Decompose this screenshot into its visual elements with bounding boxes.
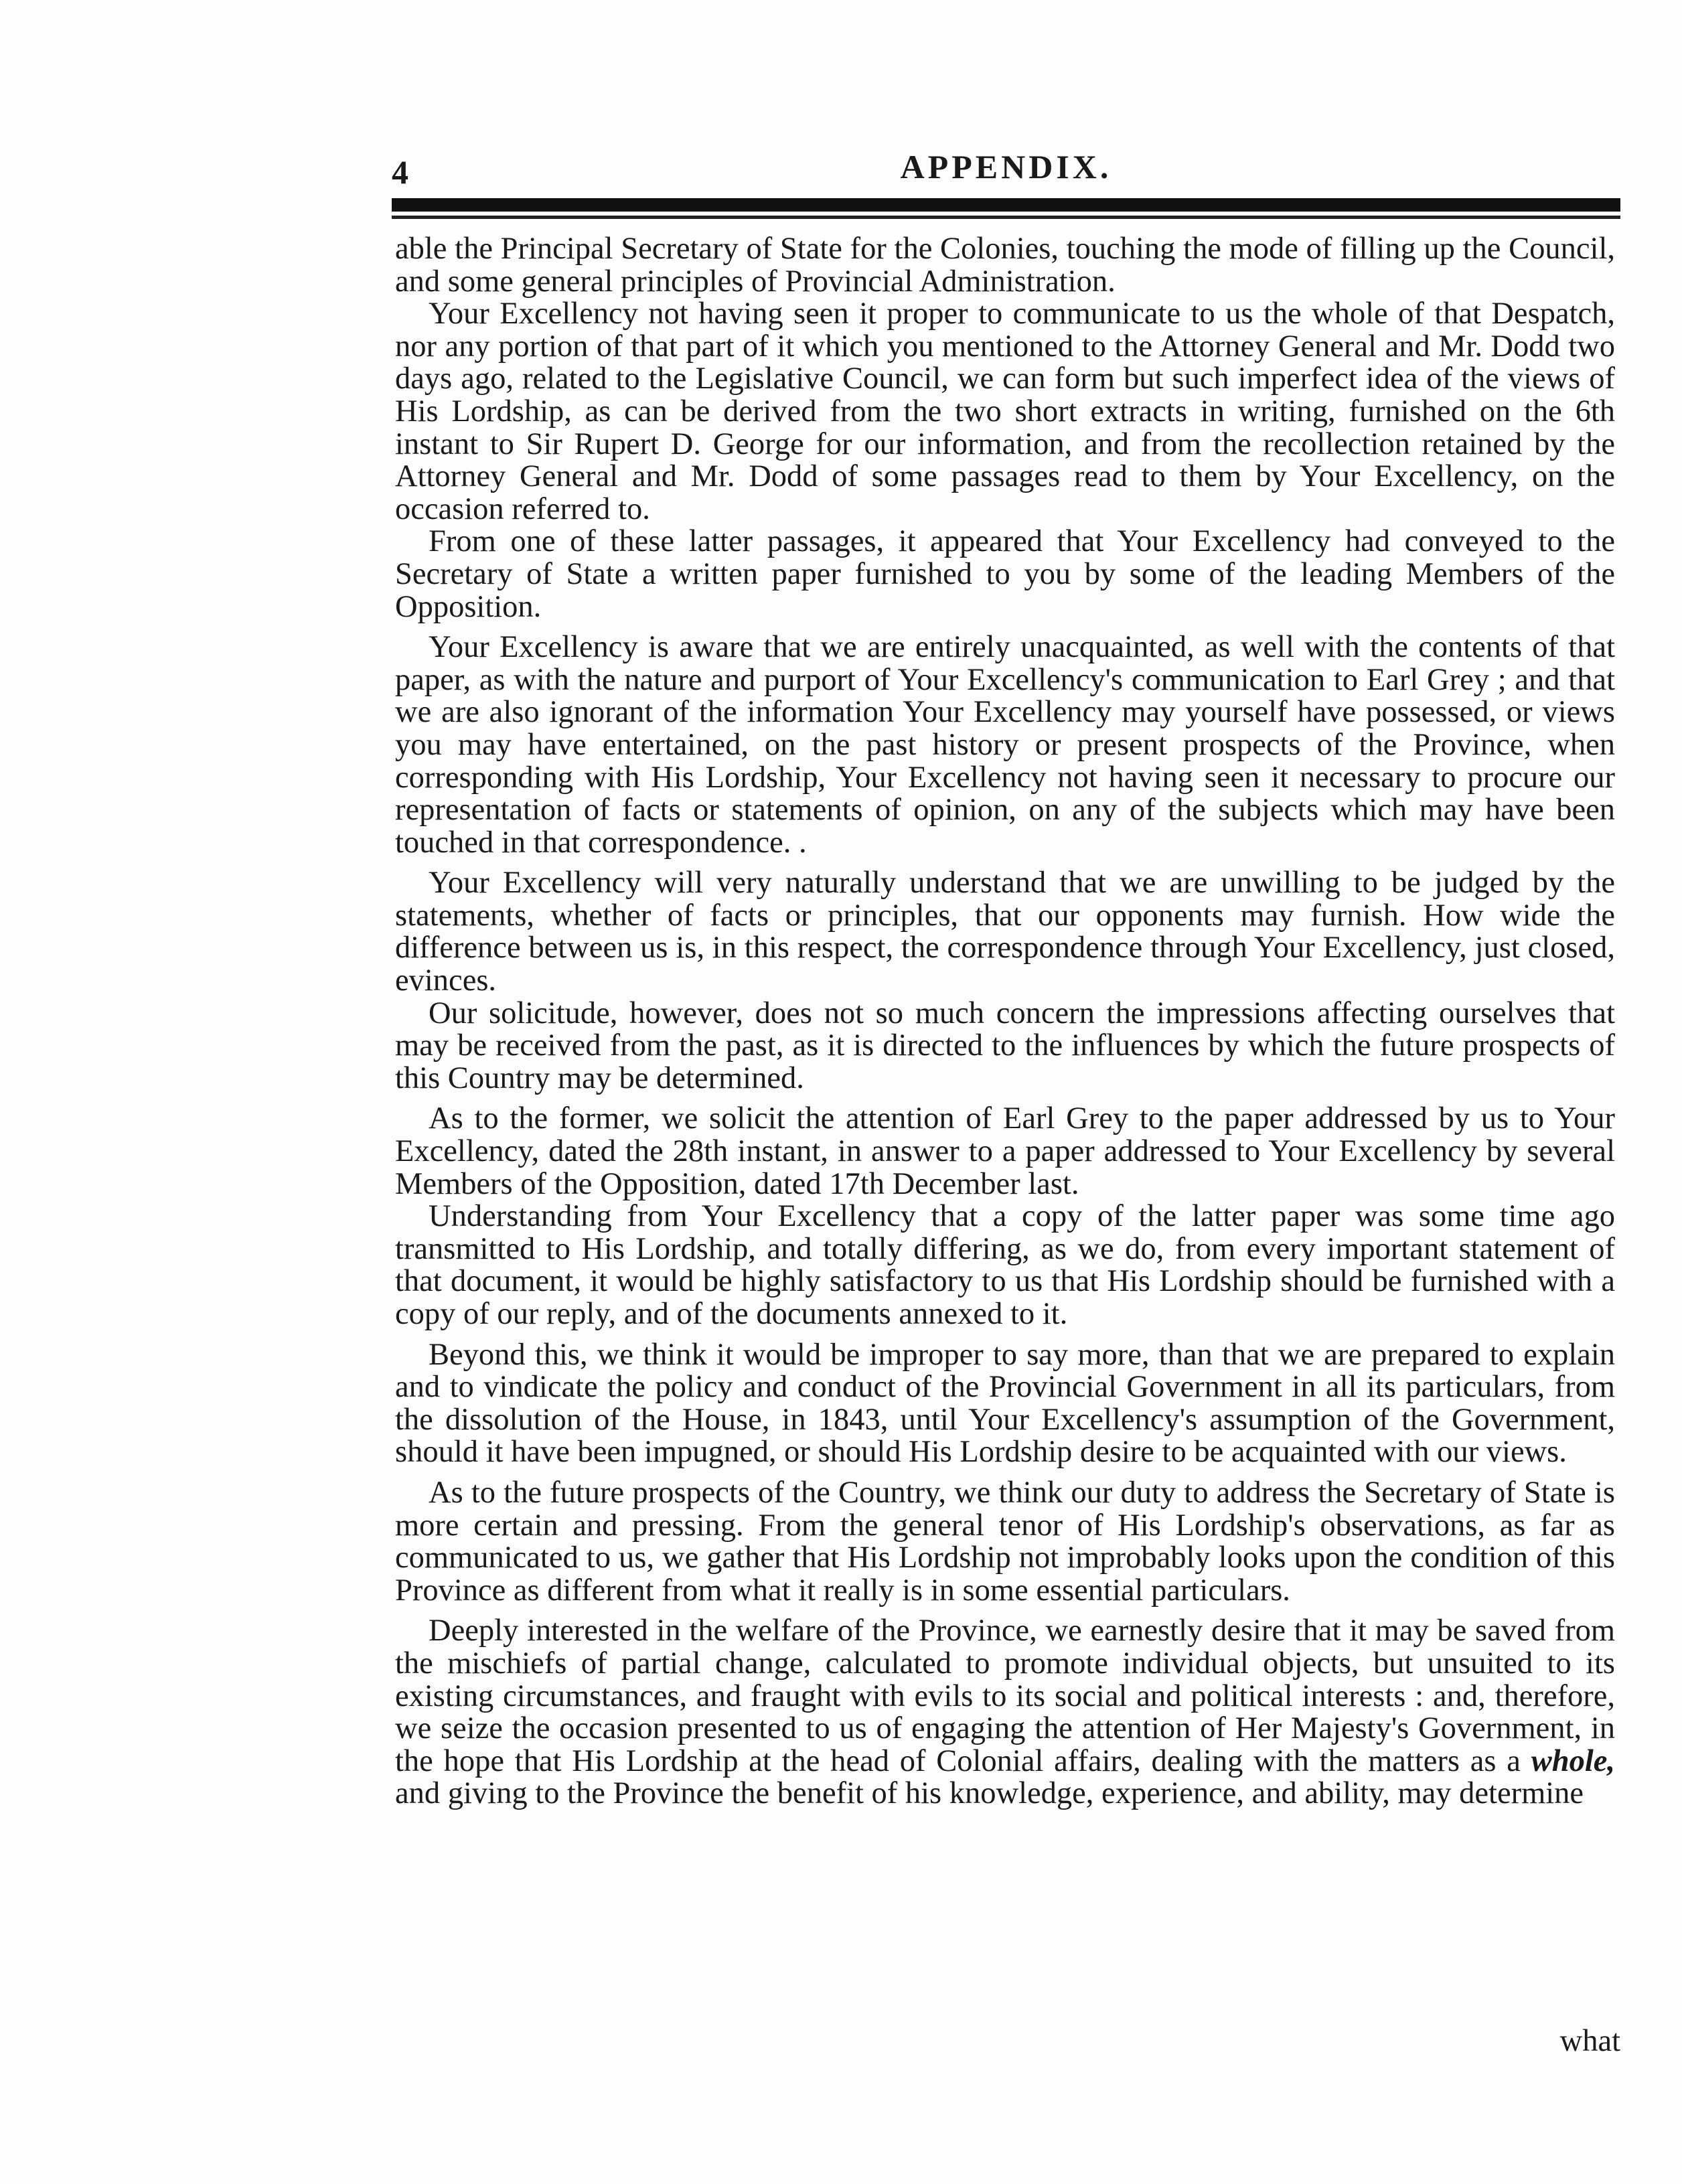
paragraph: Our solicitude, however, does not so much concern the impressions affecting ourselves that may be received from the past, as it is directed to the influences by which the future prospects of this Country may be determined. bbox=[395, 996, 1615, 1095]
paragraph-last bbox=[395, 1615, 1615, 1810]
paragraph: Understanding from Your Excellency that a copy of the latter paper was some time ago transmitted to His Lordship, and totally differing, as we do, from every important statement of that document, it would be highly satisfactory to us that His Lordship should be furnished with a copy of our reply, and of the documents annexed to it. bbox=[395, 1199, 1615, 1331]
paragraph-text: Deeply interested in the welfare of the Province, we earnestly desire that it may be saved from the mischiefs of partial change, calculated to promote individual objects, but unsuited to its existing circumstances, and fraught with evils to its social and political interests : and, therefore, we seize the occasion presented to us of engaging the attention of Her Majesty's Government, in the hope that His Lordship at the head of Colonial affairs, dealing with the matters as a bbox=[395, 1614, 1615, 1778]
body-text bbox=[395, 233, 1615, 1810]
running-head: APPENDIX. bbox=[900, 148, 1112, 185]
paragraph: Beyond this, we think it would be improper to say more, than that we are prepared to explain and to vindicate the policy and conduct of the Provincial Government in all its particulars, from the dissolution of the House, in 1843, until Your Excellency's assumption of the Government, should it have been impugned, or should His Lordship desire to be acquainted with our views. bbox=[395, 1337, 1615, 1470]
paragraph: From one of these latter passages, it appeared that Your Excellency had conveyed to the Secretary of State a written paper furnished to you by some of the leading Members of the Opposition. bbox=[395, 524, 1615, 624]
paragraph: Your Excellency not having seen it proper to communicate to us the whole of that Despatch, nor any portion of that part of it which you mentioned to the Attorney General and Mr. Dodd two days ago, related to the Legislative Council, we can form but such imperfect idea of the views of His Lordship, as can be derived from the two short extracts in writing, furnished on the 6th instant to Sir Rupert D. George for our information, and from the recollection retained by the Attorney General and Mr. Dodd of some passages read to them by Your Excellency, on the occasion referred to. bbox=[395, 297, 1615, 526]
paragraph-text: and giving to the Province the benefit of his knowledge, experience, and ability, may determine bbox=[395, 1776, 1584, 1811]
paragraph: As to the future prospects of the Country, we think our duty to address the Secretary of State is more certain and pressing. From the general tenor of His Lordship's observations, as far as communicated to us, we gather that His Lordship not improbably looks upon the condition of this Province as different from what it really is in some essential particulars. bbox=[395, 1475, 1615, 1608]
header-rule-thin bbox=[392, 216, 1620, 219]
paragraph: able the Principal Secretary of State for the Colonies, touching the mode of filling up the Council, and some general principles of Provincial Administration. bbox=[395, 232, 1615, 299]
header-rule-thick bbox=[392, 198, 1620, 212]
page-number: 4 bbox=[392, 153, 408, 191]
paragraph: Your Excellency will very naturally understand that we are unwilling to be judged by the statements, whether of facts or principles, that our opponents may furnish. How wide the difference between us is, in this respect, the correspondence through Your Excellency, just closed, evinces. bbox=[395, 866, 1615, 998]
paragraph: As to the former, we solicit the attention of Earl Grey to the paper addressed by us to Your Excellency, dated the 28th instant, in answer to a paper addressed to Your Excellency by several Members of the Opposition, dated 17th December last. bbox=[395, 1101, 1615, 1201]
paragraph: Your Excellency is aware that we are entirely unacquainted, as well with the contents of that paper, as with the nature and purport of Your Excellency's communication to Earl Grey ; and that we are also ignorant of the information Your Excellency may yourself have possessed, or views you may have entertained, on the past history or present prospects of the Province, when corresponding with His Lordship, Your Excellency not having seen it necessary to procure our representation of facts or statements of opinion, on any of the subjects which may have been touched in that correspondence. . bbox=[395, 630, 1615, 860]
emphasis-text: whole, bbox=[1531, 1743, 1615, 1778]
page-header bbox=[392, 147, 1620, 194]
catchword: what bbox=[1559, 2024, 1620, 2058]
